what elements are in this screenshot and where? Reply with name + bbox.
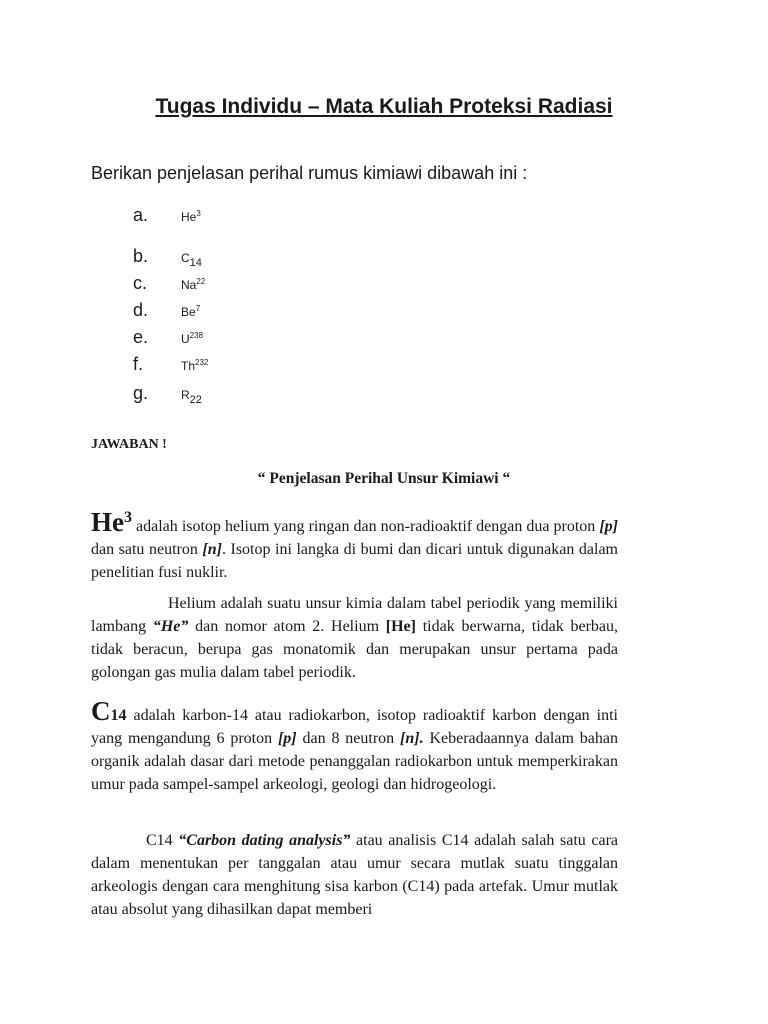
formula-text: Na$^{22}$	[181, 277, 206, 292]
formula-item	[133, 205, 201, 226]
formula-text: Be$^7$	[181, 304, 201, 319]
formula-letter: c.	[133, 273, 148, 293]
formula-text: He$^3$	[181, 209, 201, 224]
paragraph-carbon-dating: C14 “Carbon dating analysis” atau analisis C14 adalah salah satu cara dalam menentukan per tanggalan atau umur secara mutlak suatu tinggalan arkeologis dengan cara menghitung sisa karbon (C14) pada artefak. Umur mutlak atau absolut yang dihasilkan dapat memberi	[91, 832, 618, 918]
formula-item	[133, 354, 208, 375]
formula-item	[133, 246, 202, 267]
answer-heading: “ Penjelasan Perihal Unsur Kimiawi “	[257, 470, 511, 487]
formula-letter: b.	[133, 246, 149, 266]
instruction-text: Berikan penjelasan perihal rumus kimiawi dibawah ini :	[91, 163, 528, 183]
paragraph-helium: Helium adalah suatu unsur kimia dalam tabel periodik yang memiliki lambang “He” dan nomor atom 2. Helium [He] tidak berwarna, tidak berbau, tidak beracun, berupa gas monatomik dan merupakan unsur pertama pada golongan gas mulia dalam tabel periodik.	[91, 595, 619, 681]
formula-letter: g.	[133, 383, 149, 403]
formula-text: Th$^{232}$	[181, 358, 209, 373]
formula-item	[133, 273, 205, 294]
formula-letter: d.	[133, 300, 149, 320]
document-title: Tugas Individu – Mata Kuliah Proteksi Radiasi	[155, 95, 613, 118]
formula-text: R22	[181, 388, 202, 406]
he3-symbol: He$^3$	[91, 507, 132, 537]
formula-letter: a.	[133, 205, 149, 225]
paragraph-c14: C14 adalah karbon-14 atau radiokarbon, isotop radioaktif karbon dengan inti yang mengandung 6 proton [p] dan 8 neutron [n]. Keberadaannya dalam bahan organik adalah dasar dari metode penanggalan radiokarbon untuk memperkirakan umur pada sampel-sampel arkeologi, geologi dan hidrogeologi.	[91, 696, 618, 793]
formula-item	[133, 300, 200, 321]
answer-label: JAWABAN !	[91, 437, 167, 452]
formula-text: $U^{238}$	[181, 331, 204, 346]
paragraph-he3: He$^3$ adalah isotop helium yang ringan dan non-radioaktif dengan dua proton [p] dan satu neutron [n]. Isotop ini langka di bumi dan dicari untuk digunakan dalam penelitian fusi nuklir.	[91, 507, 618, 581]
formula-letter: e.	[133, 327, 149, 347]
formula-text: C14	[181, 251, 202, 269]
formula-item	[133, 383, 202, 404]
formula-item	[133, 327, 203, 348]
c14-symbol: C14	[91, 696, 127, 726]
formula-letter: f.	[133, 354, 144, 374]
